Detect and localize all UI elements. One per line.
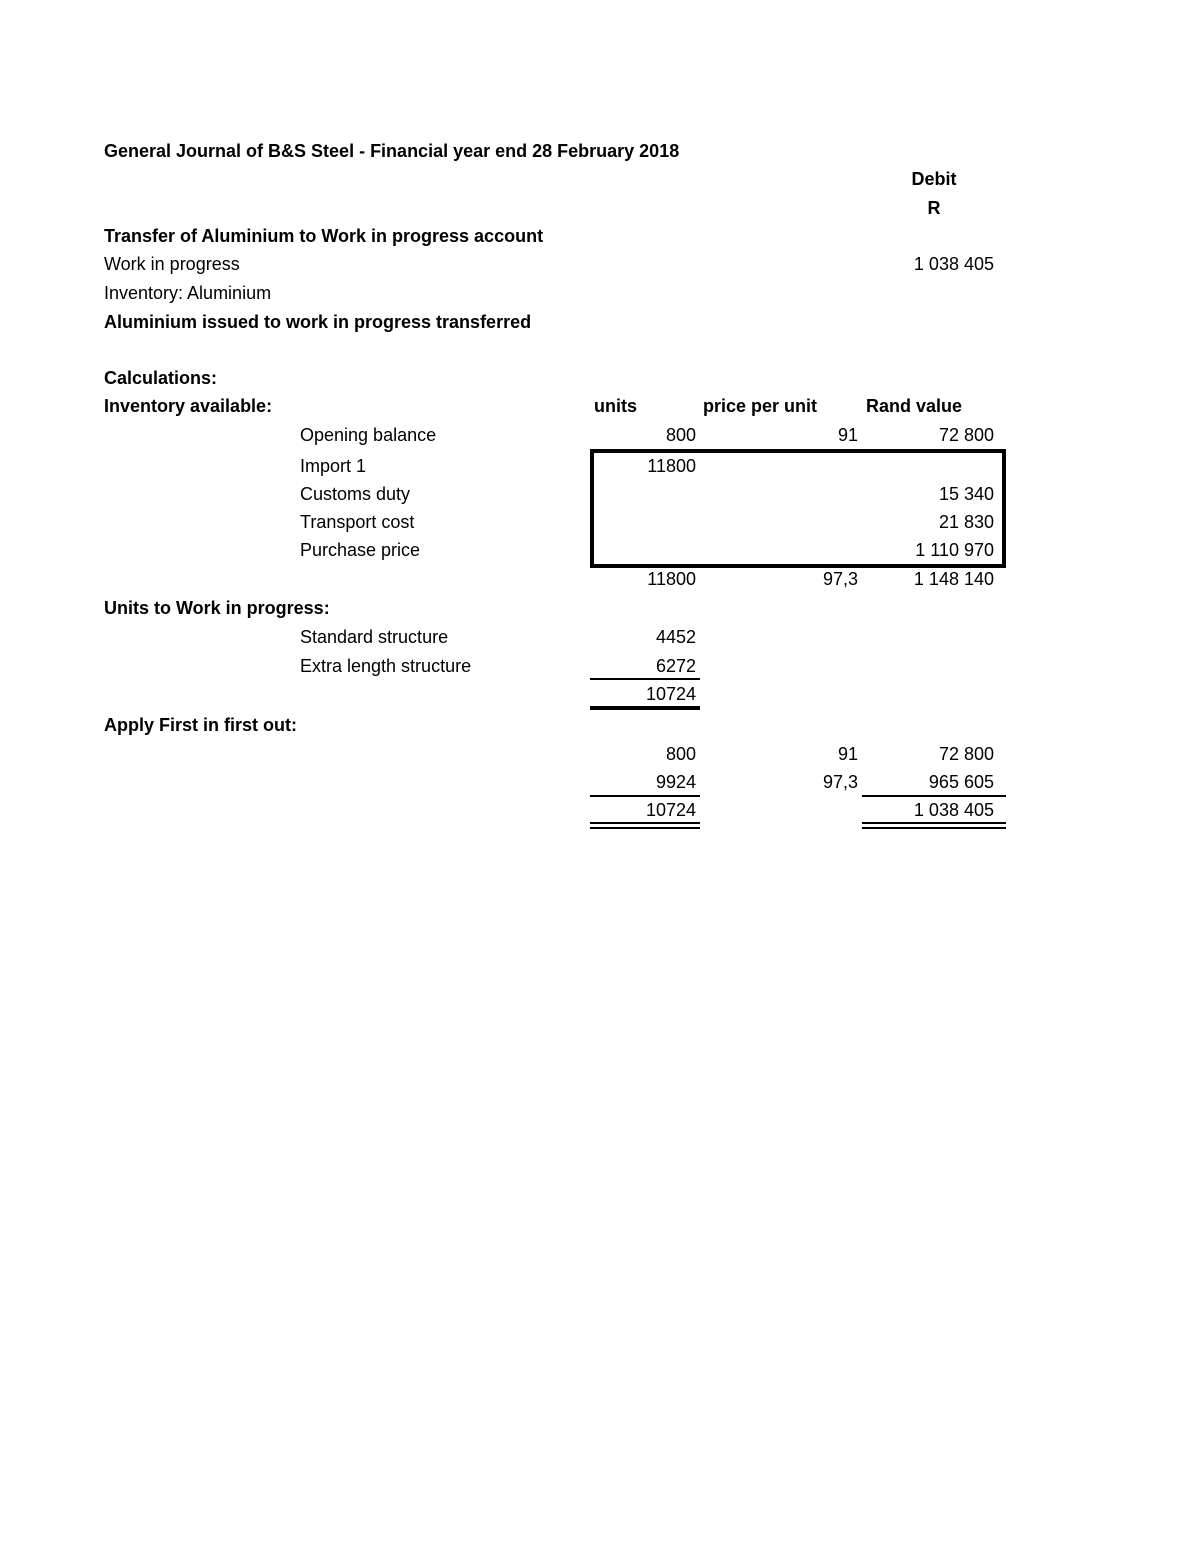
fifo-row1-units: 800 [665, 744, 696, 764]
price-column-header: price per unit [703, 396, 818, 416]
fifo-row2-value: 965 605 [928, 772, 994, 792]
extra-structure-units: 6272 [655, 656, 696, 676]
customs-label: Customs duty [300, 484, 411, 504]
transport-value: 21 830 [938, 512, 994, 532]
credit-account: Inventory: Aluminium [104, 283, 272, 303]
fifo-row1-value: 72 800 [938, 744, 994, 764]
import-total-value: 1 148 140 [913, 569, 994, 589]
units-wip-total: 10724 [645, 684, 696, 704]
fifo-total-value: 1 038 405 [913, 800, 994, 820]
units-wip-heading: Units to Work in progress: [104, 598, 330, 618]
debit-account: Work in progress [104, 254, 240, 274]
fifo-value-double-line-bottom [862, 827, 1006, 829]
import-total-units: 11800 [647, 569, 696, 589]
fifo-row1-price: 91 [837, 744, 858, 764]
debit-header: Debit [911, 169, 957, 189]
fifo-row2-units: 9924 [655, 772, 696, 792]
currency-header: R [927, 198, 941, 218]
customs-value: 15 340 [938, 484, 994, 504]
units-column-header: units [594, 396, 637, 416]
fifo-value-double-line-top [862, 822, 1006, 824]
fifo-total-units: 10724 [645, 800, 696, 820]
extra-structure-label: Extra length structure [300, 656, 472, 676]
fifo-heading: Apply First in first out: [104, 715, 297, 735]
standard-structure-units: 4452 [655, 627, 696, 647]
import-total-price: 97,3 [822, 569, 858, 589]
inventory-heading: Inventory available: [104, 396, 273, 416]
units-wip-total-line [590, 706, 700, 710]
calculations-heading: Calculations: [104, 368, 218, 388]
journal-heading: Transfer of Aluminium to Work in progress account [104, 226, 544, 246]
transport-label: Transport cost [300, 512, 415, 532]
fifo-value-subtotal-line [862, 795, 1006, 797]
opening-price: 91 [837, 425, 858, 445]
opening-value: 72 800 [938, 425, 994, 445]
opening-balance-label: Opening balance [300, 425, 437, 445]
units-wip-subtotal-line [590, 678, 700, 680]
import-units: 11800 [647, 456, 696, 476]
fifo-row2-price: 97,3 [822, 772, 858, 792]
standard-structure-label: Standard structure [300, 627, 449, 647]
value-column-header: Rand value [866, 396, 963, 416]
opening-units: 800 [665, 425, 696, 445]
debit-amount: 1 038 405 [913, 254, 994, 274]
purchase-label: Purchase price [300, 540, 421, 560]
fifo-units-subtotal-line [590, 795, 700, 797]
fifo-units-double-line-top [590, 822, 700, 824]
purchase-value: 1 110 970 [915, 540, 994, 560]
page-title: General Journal of B&S Steel - Financial year end 28 February 2018 [104, 141, 680, 161]
journal-narration: Aluminium issued to work in progress transferred [104, 312, 532, 332]
fifo-units-double-line-bottom [590, 827, 700, 829]
import-label: Import 1 [300, 456, 367, 476]
